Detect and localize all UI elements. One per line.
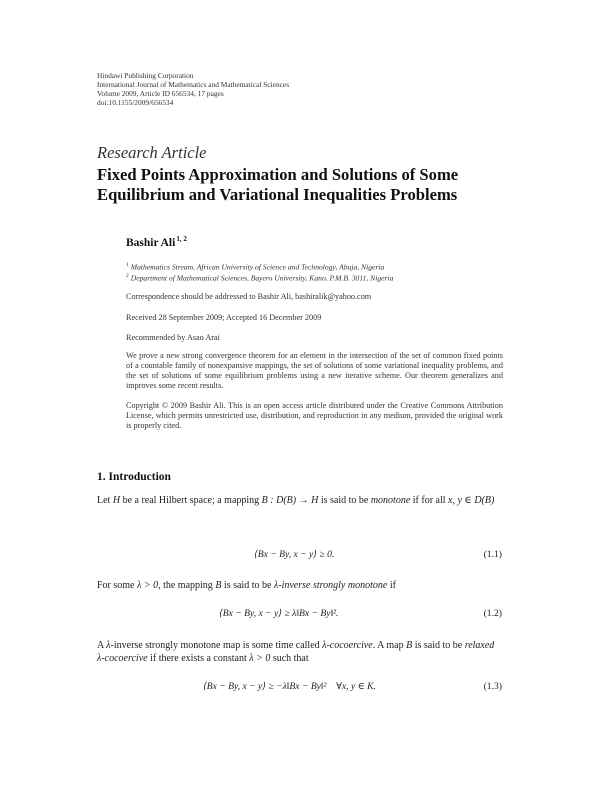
- affiliation-2-num: 2: [126, 273, 129, 279]
- affiliation-1: [126, 262, 384, 272]
- text: if there exists a constant: [147, 653, 250, 664]
- doi-line: doi:10.1155/2009/656534: [97, 98, 174, 107]
- text: such that: [270, 653, 309, 664]
- equation-1-1: ⟨Bx − By, x − y⟩ ≥ 0.: [254, 549, 335, 560]
- body-paragraph-3: [97, 639, 503, 665]
- journal-header: [97, 71, 289, 107]
- text: For some: [97, 580, 137, 591]
- text: be a real Hilbert space; a mapping: [120, 495, 262, 506]
- math: B: [406, 640, 413, 651]
- author-name: [126, 235, 187, 249]
- dates: Received 28 September 2009; Accepted 16 December 2009: [126, 313, 322, 322]
- section-heading: 1. Introduction: [97, 471, 171, 483]
- equation-number-1-3: (1.3): [483, 681, 502, 692]
- text: is said to be: [318, 495, 371, 506]
- affiliation-2: [126, 273, 393, 283]
- recommended-by: Recommended by Asao Arai: [126, 333, 220, 342]
- math: x, y ∈ D(B): [448, 495, 495, 506]
- text: is said to be: [221, 580, 274, 591]
- equation-1-3: ⟨Bx − By, x − y⟩ ≥ −λ‖Bx − By‖² ∀x, y ∈ K.: [203, 681, 376, 692]
- journal-line: International Journal of Mathematics and Mathematical Sciences: [97, 80, 290, 89]
- text: -inverse strongly monotone map is some time called: [110, 640, 323, 651]
- body-paragraph-1: [97, 494, 503, 507]
- author-name-text: Bashir Ali: [126, 236, 176, 249]
- body-paragraph-2: [97, 579, 503, 592]
- volume-line: Volume 2009, Article ID 656534, 17 pages: [97, 89, 224, 98]
- paper-title: Fixed Points Approximation and Solutions of Some Equilibrium and Variational Inequalities Problems: [97, 165, 459, 204]
- math: λ > 0: [249, 653, 271, 664]
- equation-number-1-1: (1.1): [483, 549, 502, 560]
- affiliation-1-num: 1: [126, 262, 129, 268]
- text: A: [97, 640, 107, 651]
- math: λ: [106, 640, 111, 651]
- correspondence: Correspondence should be addressed to Bashir Ali, bashiralik@yahoo.com: [126, 292, 372, 301]
- text: is said to be: [412, 640, 465, 651]
- text: . A map: [372, 640, 407, 651]
- publisher-line: Hindawi Publishing Corporation: [97, 71, 194, 80]
- text: , the mapping: [158, 580, 216, 591]
- math: H: [112, 495, 121, 506]
- text: Let: [97, 495, 113, 506]
- copyright: Copyright © 2009 Bashir Ali. This is an open access article distributed under the Creative Commons Attribution License, which permits unrestricted use, distribution, and reproduction in any medium, provided the original work is properly cited.: [126, 401, 503, 430]
- abstract: We prove a new strong convergence theorem for an element in the intersection of the set of common fixed points of a countable family of nonexpansive mappings, the set of solutions of some variational inequality problems, and the set of solutions of some equilibrium problems using a new iterative scheme. Our theorem generalizes and improves some recent results.: [126, 351, 503, 390]
- equation-1-2: ⟨Bx − By, x − y⟩ ≥ λ‖Bx − By‖².: [219, 608, 339, 619]
- math: λ > 0: [137, 580, 159, 591]
- affiliation-2-text: Department of Mathematical Sciences, Bayero University, Kano, P.M.B. 3011, Nigeria: [130, 273, 394, 283]
- equation-number-1-2: (1.2): [483, 608, 502, 619]
- math: B : D(B) → H: [261, 495, 319, 506]
- text: if for all: [410, 495, 449, 506]
- math: B: [215, 580, 222, 591]
- article-type: Research Article: [97, 143, 207, 162]
- term: relaxed λ-cocoercive: [97, 640, 495, 664]
- term: monotone: [370, 495, 411, 506]
- affiliation-1-text: Mathematics Stream, African University of Science and Technology, Abuja, Nigeria: [130, 262, 385, 272]
- term: λ-inverse strongly monotone: [273, 580, 388, 591]
- term: λ-cocoercive: [322, 640, 373, 651]
- text: if: [387, 580, 396, 591]
- author-affiliation-marks: 1, 2: [176, 235, 187, 243]
